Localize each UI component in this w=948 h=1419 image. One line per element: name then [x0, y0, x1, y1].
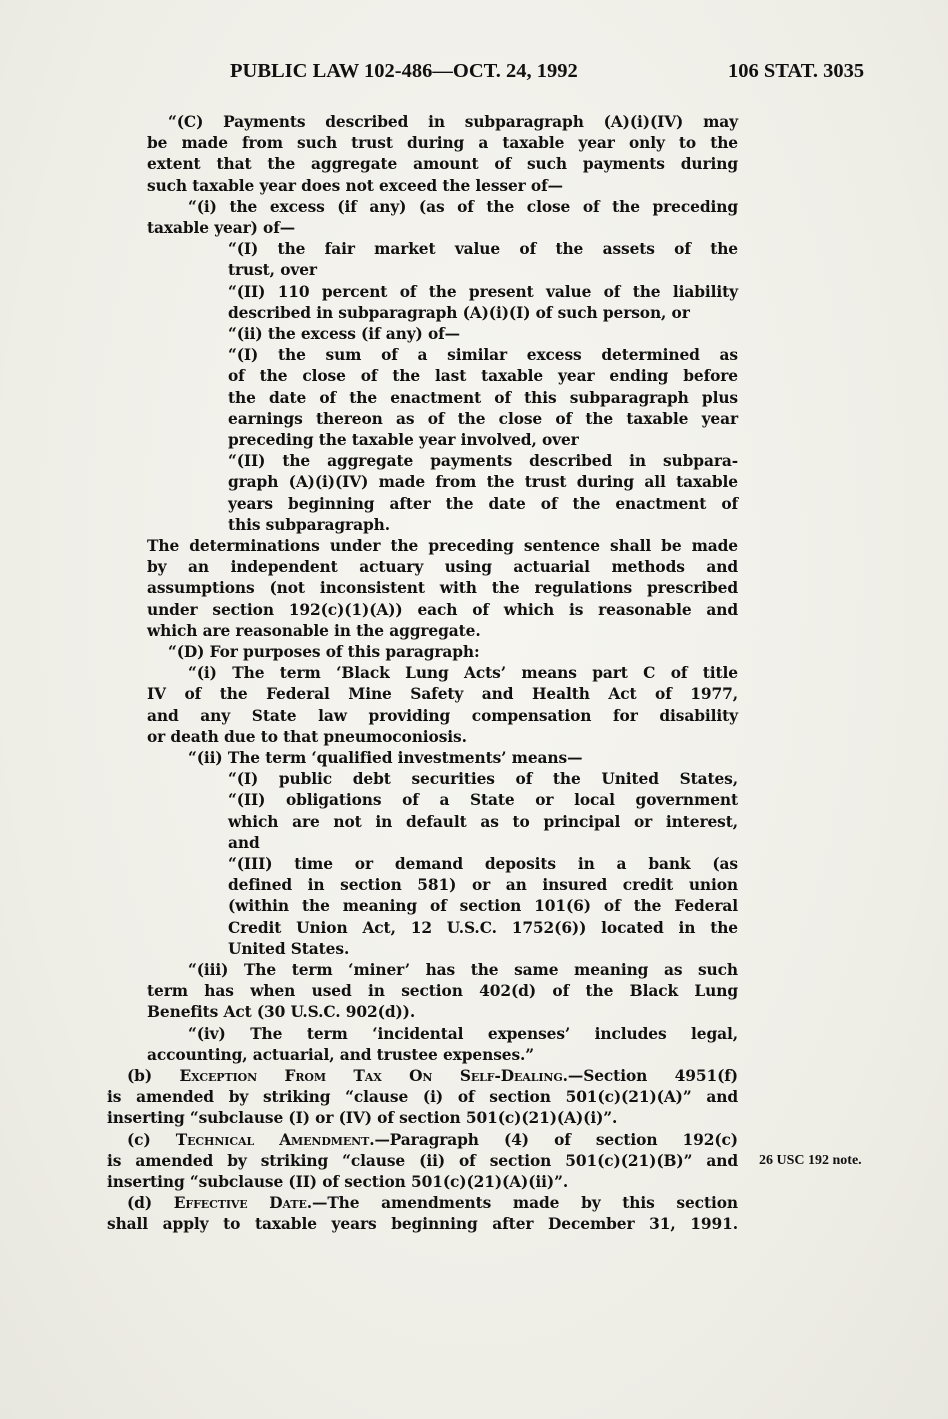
text-line: (d) Effective Date.—The amendments made by this section: [127, 1194, 738, 1213]
text-line: graph (A)(i)(IV) made from the trust during all taxable: [228, 473, 738, 492]
text-line: IV of the Federal Mine Safety and Health Act of 1977,: [147, 685, 738, 704]
text-line: The determinations under the preceding sentence shall be made: [147, 537, 738, 555]
text-line: “(II) obligations of a State or local government: [228, 791, 738, 810]
text-line: is amended by striking “clause (ii) of section 501(c)(21)(B)” and: [107, 1151, 738, 1170]
text-line: “(I) the sum of a similar excess determined as: [228, 346, 738, 365]
text-line: inserting “subclause (II) of section 501(c)(21)(A)(ii)”.: [107, 1173, 569, 1191]
text-line: (within the meaning of section 101(6) of the Federal: [228, 897, 738, 916]
text-line: is amended by striking “clause (i) of section 501(c)(21)(A)” and: [107, 1088, 738, 1107]
page-header: [0, 60, 948, 92]
running-head-title: PUBLIC LAW 102-486—OCT. 24, 1992: [230, 60, 578, 82]
text-line: such taxable year does not exceed the lesser of—: [147, 176, 563, 195]
page-citation: 106 STAT. 3035: [728, 60, 865, 82]
text-line: preceding the taxable year involved, over: [228, 431, 579, 449]
text-line: which are reasonable in the aggregate.: [147, 621, 481, 640]
text-line: “(i) The term ‘Black Lung Acts’ means part C of title: [188, 664, 738, 683]
text-line: earnings thereon as of the close of the taxable year: [228, 409, 738, 428]
text-line: and: [228, 833, 260, 852]
text-line: and any State law providing compensation for disability: [147, 706, 738, 725]
text-line: “(I) public debt securities of the United States,: [228, 770, 738, 789]
text-line: “(i) the excess (if any) (as of the close of the preceding: [188, 197, 738, 216]
text-line: “(iii) The term ‘miner’ has the same meaning as such: [188, 961, 738, 979]
text-line: by an independent actuary using actuarial methods and: [147, 558, 738, 577]
text-line: (c) Technical Amendment.—Paragraph (4) of section 192(c): [127, 1130, 738, 1149]
text-line: this subparagraph.: [228, 515, 390, 534]
text-line: of the close of the last taxable year ending before: [228, 367, 738, 386]
text-line: Credit Union Act, 12 U.S.C. 1752(6)) located in the: [228, 918, 738, 937]
text-line: shall apply to taxable years beginning after December 31, 1991.: [107, 1215, 738, 1234]
text-line: inserting “subclause (I) or (IV) of section 501(c)(21)(A)(i)”.: [107, 1109, 618, 1128]
text-line: described in subparagraph (A)(i)(I) of such person, or: [228, 303, 690, 322]
text-line: (b) Exception From Tax On Self-Dealing.—Section 4951(f): [127, 1067, 738, 1085]
text-line: trust, over: [228, 261, 317, 280]
text-line: under section 192(c)(1)(A)) each of which is reasonable and: [147, 600, 738, 619]
text-line: assumptions (not inconsistent with the regulations prescribed: [147, 579, 738, 598]
text-line: “(C) Payments described in subparagraph (A)(i)(IV) may: [168, 113, 738, 131]
margin-note: 26 USC 192 note.: [759, 1153, 862, 1168]
text-line: taxable year) of—: [147, 219, 296, 237]
text-line: “(II) the aggregate payments described in subpara-: [228, 452, 738, 471]
text-line: the date of the enactment of this subparagraph plus: [228, 388, 738, 407]
text-line: “(II) 110 percent of the present value of the liability: [228, 282, 738, 301]
text-line: term has when used in section 402(d) of the Black Lung: [147, 982, 738, 1001]
text-line: which are not in default as to principal or interest,: [228, 812, 738, 831]
text-line: extent that the aggregate amount of such payments during: [147, 155, 738, 174]
text-line: years beginning after the date of the enactment of: [228, 494, 738, 513]
text-line: “(ii) The term ‘qualified investments’ means—: [188, 749, 583, 767]
text-line: or death due to that pneumoconiosis.: [147, 727, 467, 746]
text-line: United States.: [228, 939, 350, 958]
text-line: defined in section 581) or an insured credit union: [228, 876, 738, 895]
text-line: Benefits Act (30 U.S.C. 902(d)).: [147, 1003, 416, 1022]
text-line: “(D) For purposes of this paragraph:: [168, 643, 480, 661]
text-line: “(iv) The term ‘incidental expenses’ includes legal,: [188, 1024, 738, 1043]
text-line: “(I) the fair market value of the assets of the: [228, 240, 738, 259]
text-line: “(ii) the excess (if any) of—: [228, 325, 460, 343]
text-line: accounting, actuarial, and trustee expenses.”: [147, 1045, 535, 1064]
text-line: “(III) time or demand deposits in a bank (as: [228, 855, 738, 873]
text-line: be made from such trust during a taxable year only to the: [147, 134, 738, 153]
